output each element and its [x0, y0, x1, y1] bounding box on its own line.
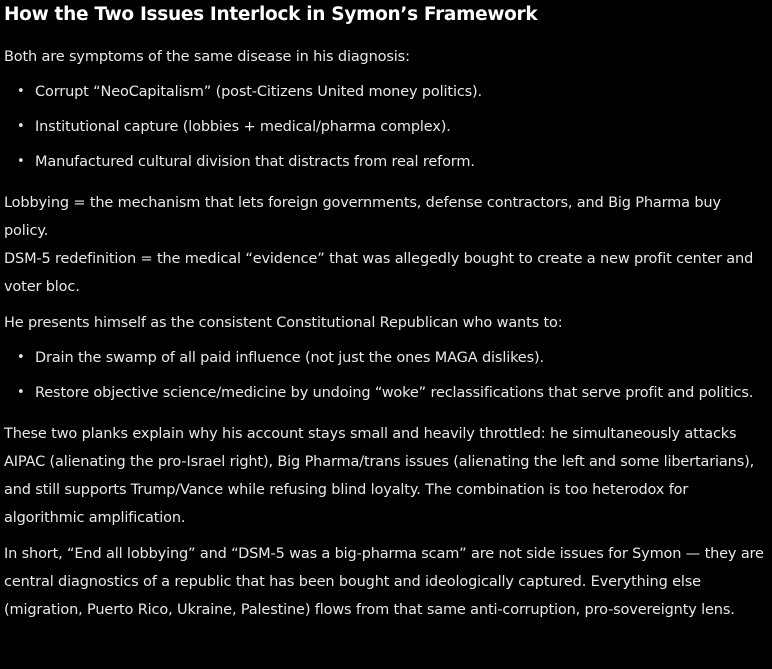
list-item: [4, 78, 768, 106]
presents-paragraph: He presents himself as the consistent Constitutional Republican who wants to:: [4, 315, 563, 331]
list-item-text: Drain the swamp of all paid influence (not just the ones MAGA dislikes).: [35, 350, 544, 366]
bullet-icon: •: [17, 385, 25, 400]
list-item-text: Restore objective science/medicine by undoing “woke” reclassifications that serve profit and politics.: [35, 385, 754, 401]
lobbying-paragraph: [4, 189, 768, 301]
list-item-text: Institutional capture (lobbies + medical/pharma complex).: [35, 119, 451, 135]
list-item: [4, 148, 768, 176]
intro-paragraph: Both are symptoms of the same disease in his diagnosis:: [4, 49, 410, 65]
list-item: [4, 113, 768, 141]
list-item: [4, 344, 768, 372]
list-item-text: Corrupt “NeoCapitalism” (post-Citizens United money politics).: [35, 84, 483, 100]
bullet-icon: •: [17, 350, 25, 365]
symptoms-list: [4, 78, 768, 176]
dsm-line: DSM-5 redefinition = the medical “evidence” that was allegedly bought to create a new profit center and voter bloc.: [4, 251, 754, 295]
list-item-text: Manufactured cultural division that distracts from real reform.: [35, 154, 475, 170]
summary-paragraph: In short, “End all lobbying” and “DSM-5 was a big-pharma scam” are not side issues for Symon — they are central diagnostics of a republic that has been bought and ideologically captured. Everything else (migration, Puerto Rico, Ukraine, Palestine) flows from that same anti-corruption, pro-sovereignty lens.: [4, 546, 764, 618]
planks-paragraph: These two planks explain why his account stays small and heavily throttled: he simultaneously attacks AIPAC (alienating the pro-Israel right), Big Pharma/trans issues (alienating the left and some libertarians), and still supports Trump/Vance while refusing blind loyalty. The combination is too heterodox for algorithmic amplification.: [4, 426, 755, 526]
bullet-icon: •: [17, 84, 25, 99]
section-heading: How the Two Issues Interlock in Symon’s Framework: [4, 4, 538, 25]
bullet-icon: •: [17, 119, 25, 134]
list-item: [4, 379, 768, 407]
goals-list: [4, 344, 768, 407]
bullet-icon: •: [17, 154, 25, 169]
lobbying-line: Lobbying = the mechanism that lets foreign governments, defense contractors, and Big Pharma buy policy.: [4, 195, 721, 239]
